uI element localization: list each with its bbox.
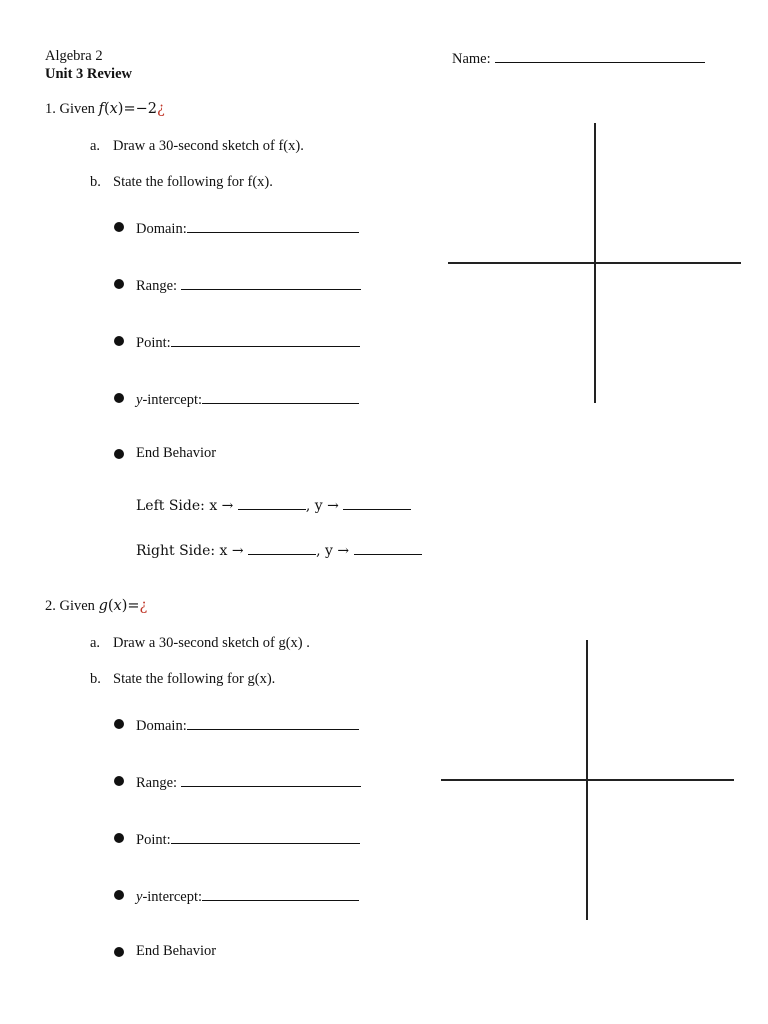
bullet-icon [114, 393, 124, 403]
q2-point-blank[interactable] [171, 829, 360, 844]
bullet-icon [114, 336, 124, 346]
q2-domain [136, 715, 359, 735]
q1-yintercept [136, 389, 359, 409]
q1-range-label: Range: [136, 278, 178, 294]
q1-b-marker: b. [90, 174, 101, 190]
q1-x-axis [448, 262, 741, 264]
q2-a-marker: a. [90, 635, 101, 651]
bullet-icon [114, 719, 124, 729]
q1-right-side: Right Side: x → , y → [136, 540, 422, 559]
q1-yint-italic: y [136, 392, 143, 408]
q2-function: g(x)=¿ [98, 598, 148, 614]
q1-domain [136, 218, 359, 238]
bullet-icon [114, 833, 124, 843]
q2-heading [45, 598, 147, 615]
q2-point [136, 829, 360, 849]
q2-range-label: Range: [136, 775, 178, 791]
q1-yint-blank[interactable] [202, 389, 359, 404]
q2-yint-blank[interactable] [202, 886, 359, 901]
bullet-icon [114, 776, 124, 786]
course-title: Algebra 2 [45, 48, 103, 64]
q2-x-axis [441, 779, 734, 781]
q2-b-text: State the following for g(x). [113, 671, 276, 687]
q1-end-behavior: End Behavior [136, 445, 217, 461]
q2-range-blank[interactable] [181, 772, 361, 787]
q2-domain-blank[interactable] [187, 715, 359, 730]
q1-left-side: Left Side: x → , y → [136, 495, 411, 514]
q1-domain-label: Domain: [136, 221, 187, 237]
q1-domain-blank[interactable] [187, 218, 359, 233]
bullet-icon [114, 947, 124, 957]
q1-prefix: 1. Given [45, 101, 99, 117]
q2-yint-label: -intercept: [142, 889, 203, 905]
q2-yint-italic: y [136, 889, 143, 905]
q1-b-text: State the following for f(x). [113, 174, 273, 190]
bullet-icon [114, 890, 124, 900]
q1-point-label: Point: [136, 335, 171, 351]
q2-a-text: Draw a 30-second sketch of g(x) . [113, 635, 310, 651]
unit-title: Unit 3 Review [45, 66, 132, 82]
q1-range [136, 275, 361, 295]
q1-a-marker: a. [90, 138, 101, 154]
q2-point-label: Point: [136, 832, 171, 848]
q1-a-text: Draw a 30-second sketch of f(x). [113, 138, 304, 154]
q1-point-blank[interactable] [171, 332, 360, 347]
q1-heading [45, 101, 165, 118]
bullet-icon [114, 279, 124, 289]
q1-yint-label: -intercept: [142, 392, 203, 408]
name-label: Name: [452, 51, 491, 67]
q2-end-behavior: End Behavior [136, 943, 217, 959]
q2-b-marker: b. [90, 671, 101, 687]
q1-right-x-blank[interactable] [248, 540, 316, 555]
q1-function: f(x)=−2¿ [98, 101, 165, 117]
q2-prefix: 2. Given [45, 598, 99, 614]
name-field[interactable] [452, 48, 705, 68]
q2-yintercept [136, 886, 359, 906]
q2-domain-label: Domain: [136, 718, 187, 734]
q1-left-y-blank[interactable] [343, 495, 411, 510]
q1-range-blank[interactable] [181, 275, 361, 290]
bullet-icon [114, 449, 124, 459]
q1-point [136, 332, 360, 352]
q1-left-x-blank[interactable] [238, 495, 306, 510]
name-blank[interactable] [495, 48, 705, 63]
bullet-icon [114, 222, 124, 232]
q1-right-y-blank[interactable] [354, 540, 422, 555]
q2-range [136, 772, 361, 792]
